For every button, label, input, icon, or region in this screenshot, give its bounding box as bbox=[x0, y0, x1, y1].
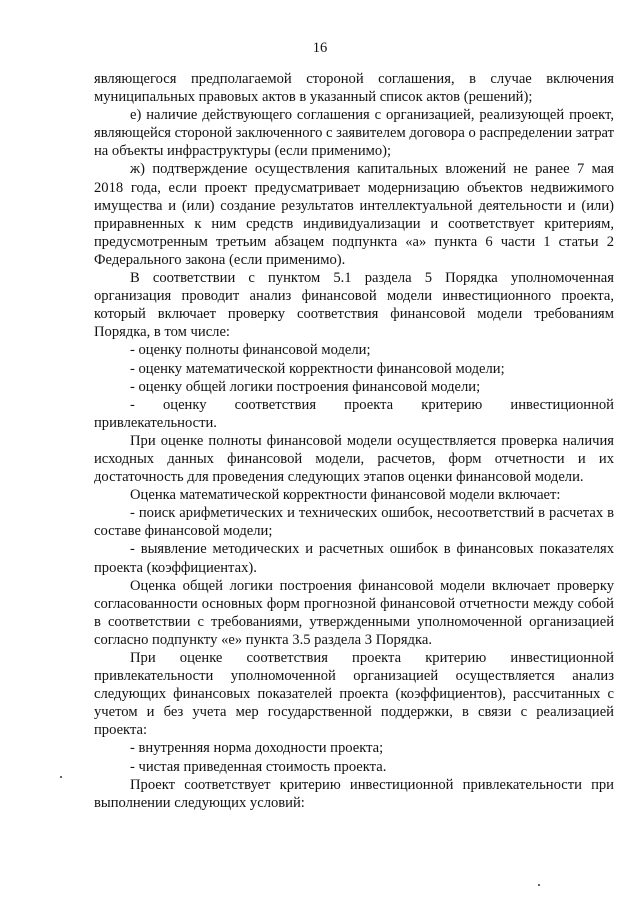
scan-speck bbox=[538, 884, 540, 886]
paragraph-math-correctness-intro: Оценка математической корректности финансовой модели включает: bbox=[130, 487, 561, 504]
paragraph-general-logic: Оценка общей логики построения финансовой модели включает проверку согласованности основных форм прогнозной финансовой отчетности между собой в соответствии с требованиями, утвержденными уполномоченной организацией согласно подпункту «е» пункта 3.5 раздела 3 Порядка. bbox=[94, 577, 614, 648]
list-item-completeness: - оценку полноты финансовой модели; bbox=[130, 342, 371, 359]
list-item-general-logic: - оценку общей логики построения финансовой модели; bbox=[130, 378, 481, 395]
list-item-irr: - внутренняя норма доходности проекта; bbox=[130, 740, 384, 757]
paragraph-continuation: являющегося предполагаемой стороной соглашения, в случае включения муниципальных правовых актов в указанный список актов (решений); bbox=[94, 71, 614, 106]
list-item-npv: - чистая приведенная стоимость проекта. bbox=[130, 758, 387, 775]
list-item-attractiveness: - оценку соответствия проекта критерию инвестиционной привлекательности. bbox=[94, 396, 614, 431]
paragraph-item-zh: ж) подтверждение осуществления капитальных вложений не ранее 7 мая 2018 года, если проект предусматривает модернизацию объектов недвижимого имущества и (или) создание результатов интеллектуальной деятельности и (или) приравненных к ним средств индивидуализации и соответствует критериям, предусмотренным третьим абзацем подпункта «а» пункта 6 части 1 статьи 2 Федерального закона (если применимо). bbox=[94, 161, 614, 268]
document-body bbox=[94, 70, 614, 812]
list-item-method-errors: - выявление методических и расчетных ошибок в финансовых показателях проекта (коэффициентах). bbox=[94, 541, 614, 576]
paragraph-conditions: Проект соответствует критерию инвестиционной привлекательности при выполнении следующих условий: bbox=[94, 776, 614, 811]
paragraph-attractiveness-analysis: При оценке соответствия проекта критерию инвестиционной привлекательности уполномоченной организацией осуществляется анализ следующих финансовых показателей проекта (коэффициентов), рассчитанных с учетом и без учета мер государственной поддержки, в связи с реализацией проекта: bbox=[94, 650, 614, 739]
paragraph-item-e: е) наличие действующего соглашения с организацией, реализующей проект, являющейся стороной заключенного с заявителем договора о распределении затрат на объекты инфраструктуры (если применимо); bbox=[94, 107, 615, 160]
paragraph-completeness-check: При оценке полноты финансовой модели осуществляется проверка наличия исходных данных финансовой модели, расчетов, форм отчетности и их достаточность для проведения следующих этапов оценки финансовой модели. bbox=[94, 432, 614, 486]
scan-speck bbox=[60, 776, 62, 778]
paragraph-financial-model-analysis: В соответствии с пунктом 5.1 раздела 5 Порядка уполномоченная организация проводит анализ финансовой модели инвестиционного проекта, который включает проверку соответствия финансовой модели требованиям Порядка, в том числе: bbox=[94, 270, 614, 341]
list-item-error-search: - поиск арифметических и технических ошибок, несоответствий в расчетах в составе финансовой модели; bbox=[94, 505, 614, 540]
list-item-math-correctness: - оценку математической корректности финансовой модели; bbox=[130, 360, 505, 377]
page-number: 16 bbox=[312, 40, 328, 56]
